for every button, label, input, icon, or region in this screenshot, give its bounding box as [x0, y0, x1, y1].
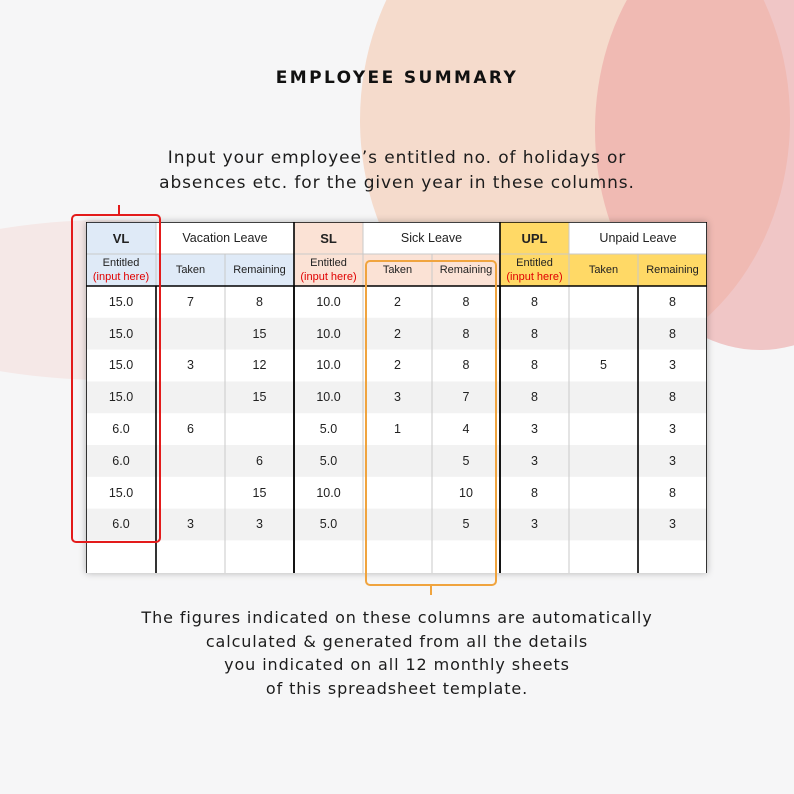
cell-vl-taken	[156, 381, 225, 413]
cell-vl-taken: 6	[187, 422, 194, 437]
cell-sl-taken: 1	[394, 422, 401, 437]
input-here-note: (input here)	[300, 271, 357, 283]
cell-vl-entitled[interactable]: 6.0	[112, 422, 130, 437]
remaining-header: Remaining	[646, 264, 699, 276]
cell-upl-remaining: 8	[669, 485, 676, 500]
cell-vl-remaining: 3	[256, 517, 263, 532]
cell-vl-remaining	[225, 540, 294, 572]
cell-upl-entitled[interactable]: 8	[531, 294, 538, 309]
cell-sl-taken: 2	[394, 294, 401, 309]
page-title: EMPLOYEE SUMMARY	[275, 68, 519, 88]
cell-vl-entitled[interactable]: 15.0	[108, 390, 134, 405]
group-name-vl: Vacation Leave	[182, 231, 268, 245]
entitled-highlight-pointer	[118, 205, 120, 215]
group-name-sl: Sick Leave	[400, 231, 463, 245]
cell-sl-remaining: 8	[462, 358, 470, 373]
outro-line: of this spreadsheet template.	[265, 678, 529, 698]
cell-vl-remaining	[225, 413, 294, 445]
cell-upl-taken: 5	[600, 358, 607, 373]
cell-sl-entitled[interactable]: 5.0	[319, 422, 338, 437]
cell-sl-entitled[interactable]: 10.0	[316, 390, 341, 405]
cell-sl-entitled[interactable]: 10.0	[316, 326, 341, 341]
remaining-header: Remaining	[439, 264, 493, 276]
cell-vl-remaining: 12	[252, 358, 267, 373]
taken-header: Taken	[382, 264, 413, 276]
cell-sl-remaining: 5	[462, 517, 470, 532]
cell-upl-taken	[569, 286, 638, 318]
cell-upl-taken	[569, 445, 638, 477]
entitled-label: Entitled	[310, 257, 347, 269]
cell-sl-entitled[interactable]: 5.0	[319, 517, 338, 532]
cell-vl-remaining: 6	[256, 453, 263, 468]
cell-vl-taken: 3	[187, 358, 194, 373]
cell-vl-remaining: 8	[256, 294, 263, 309]
cell-upl-taken	[569, 318, 638, 350]
group-code-sl: SL	[320, 230, 337, 246]
outro-line: calculated & generated from all the details	[205, 631, 589, 651]
cell-upl-entitled[interactable]: 8	[531, 485, 538, 500]
group-name-upl: Unpaid Leave	[599, 231, 677, 245]
cell-sl-entitled[interactable]: 10.0	[316, 294, 341, 309]
cell-upl-taken	[569, 509, 638, 541]
cell-vl-remaining: 15	[252, 326, 267, 341]
cell-sl-entitled[interactable]: 5.0	[319, 453, 338, 468]
cell-upl-remaining: 3	[669, 358, 676, 373]
cell-sl-remaining: 8	[462, 326, 470, 341]
cell-upl-entitled[interactable]: 8	[531, 326, 538, 341]
outro-line: The figures indicated on these columns are automatically	[141, 608, 653, 627]
cell-sl-taken: 2	[394, 358, 401, 373]
cell-upl-entitled[interactable]: 3	[531, 517, 538, 532]
cell-upl-remaining: 3	[669, 422, 676, 437]
cell-sl-remaining: 8	[462, 294, 470, 309]
entitled-label: Entitled	[102, 257, 140, 269]
cell-vl-remaining: 15	[252, 390, 267, 405]
input-here-note: (input here)	[506, 271, 563, 283]
cell-upl-entitled[interactable]: 8	[531, 390, 538, 405]
group-code-vl: VL	[112, 230, 130, 246]
cell-vl-taken	[156, 318, 225, 350]
cell-vl-remaining: 15	[252, 485, 267, 500]
cell-upl-remaining	[638, 540, 707, 572]
cell-sl-remaining: 4	[462, 422, 470, 437]
cell-sl-remaining: 5	[462, 453, 470, 468]
cell-upl-taken	[569, 381, 638, 413]
cell-vl-entitled[interactable]: 6.0	[112, 453, 130, 468]
cell-vl-taken	[156, 540, 225, 572]
intro-text	[0, 146, 794, 196]
outro-text	[0, 606, 794, 700]
group-code-upl: UPL	[521, 230, 548, 246]
intro-line: absences etc. for the given year in these columns.	[159, 173, 635, 193]
cell-sl-remaining: 7	[462, 390, 470, 405]
cell-upl-remaining: 3	[669, 517, 676, 532]
entitled-header	[500, 254, 569, 286]
intro-line: Input your employee’s entitled no. of holidays or	[167, 148, 627, 168]
cell-upl-remaining: 8	[669, 390, 676, 405]
cell-upl-taken	[569, 477, 638, 509]
cell-vl-entitled[interactable]: 15.0	[108, 485, 134, 500]
cell-vl-entitled[interactable]: 15.0	[108, 358, 134, 373]
entitled-label: Entitled	[516, 257, 553, 269]
cell-upl-entitled[interactable]: 3	[531, 453, 538, 468]
cell-upl-entitled[interactable]: 8	[531, 358, 538, 373]
cell-upl-remaining: 3	[669, 453, 676, 468]
cell-sl-entitled[interactable]: 10.0	[316, 358, 341, 373]
cell-vl-taken: 7	[187, 294, 194, 309]
remaining-header: Remaining	[233, 264, 286, 276]
entitled-input-highlight	[71, 214, 161, 543]
cell-vl-entitled[interactable]: 6.0	[112, 517, 130, 532]
input-here-note: (input here)	[92, 271, 150, 283]
cell-sl-remaining: 10	[459, 485, 473, 500]
cell-vl-entitled[interactable]	[86, 540, 156, 572]
cell-upl-taken	[569, 413, 638, 445]
cell-vl-entitled[interactable]: 15.0	[108, 294, 134, 309]
outro-line: you indicated on all 12 monthly sheets	[224, 655, 570, 674]
cell-upl-entitled[interactable]	[500, 540, 569, 572]
auto-calculated-pointer	[430, 585, 432, 595]
taken-header: Taken	[175, 264, 206, 276]
cell-sl-entitled[interactable]: 10.0	[316, 485, 341, 500]
cell-vl-taken: 3	[187, 517, 194, 532]
cell-sl-entitled[interactable]	[294, 540, 363, 572]
cell-sl-taken: 3	[394, 390, 401, 405]
cell-vl-entitled[interactable]: 15.0	[108, 326, 134, 341]
taken-header: Taken	[588, 264, 619, 276]
cell-upl-taken	[569, 540, 638, 572]
cell-upl-remaining: 8	[669, 326, 676, 341]
cell-upl-remaining: 8	[669, 294, 676, 309]
cell-upl-entitled[interactable]: 3	[531, 422, 538, 437]
auto-calculated-highlight	[365, 260, 497, 586]
cell-sl-taken: 2	[394, 326, 401, 341]
cell-vl-taken	[156, 445, 225, 477]
entitled-header	[294, 254, 363, 286]
cell-vl-taken	[156, 477, 225, 509]
